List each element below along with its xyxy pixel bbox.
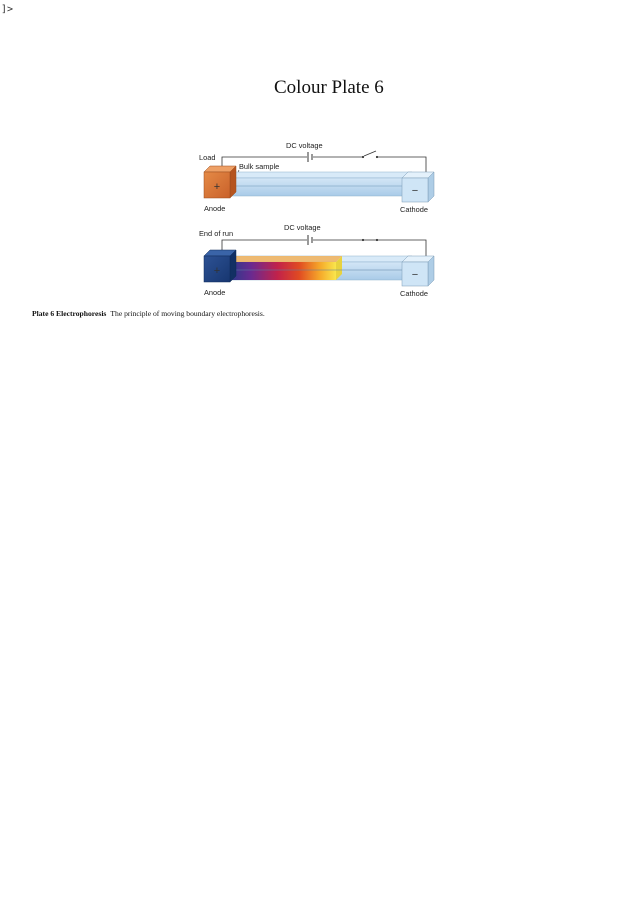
bottom-cathode-sign: − xyxy=(411,269,419,281)
figure-caption xyxy=(32,309,265,318)
bottom-tube xyxy=(230,256,412,280)
bottom-cathode-label: Cathode xyxy=(400,289,428,298)
header-fragment: ]> xyxy=(1,4,14,15)
battery-icon xyxy=(308,235,312,245)
bottom-voltage-label: DC voltage xyxy=(284,223,321,232)
closed-switch-icon xyxy=(362,239,378,241)
bottom-anode-box xyxy=(204,250,236,282)
top-voltage-label: DC voltage xyxy=(286,141,323,150)
top-tube xyxy=(230,172,412,196)
electrophoresis-figure xyxy=(195,135,445,305)
caption-bold: Plate 6 Electrophoresis xyxy=(32,309,107,318)
bottom-anode-label: Anode xyxy=(204,288,226,297)
bottom-cathode-box xyxy=(402,256,434,286)
top-diagram xyxy=(199,141,434,214)
bottom-anode-sign: + xyxy=(213,265,221,277)
bottom-diagram xyxy=(199,223,434,298)
open-switch-icon xyxy=(362,151,378,158)
bulk-sample-label: Bulk sample xyxy=(239,162,280,171)
top-cathode-sign: − xyxy=(411,185,419,197)
battery-icon xyxy=(308,152,312,162)
top-cathode-box xyxy=(402,172,434,202)
end-of-run-label: End of run xyxy=(199,229,234,238)
top-cathode-label: Cathode xyxy=(400,205,428,214)
top-anode-label: Anode xyxy=(204,204,226,213)
load-label: Load xyxy=(199,153,216,162)
top-anode-sign: + xyxy=(213,181,221,193)
plate-title: Colour Plate 6 xyxy=(274,77,384,98)
caption-text: The principle of moving boundary electrophoresis. xyxy=(110,309,265,318)
top-anode-box xyxy=(204,166,236,198)
